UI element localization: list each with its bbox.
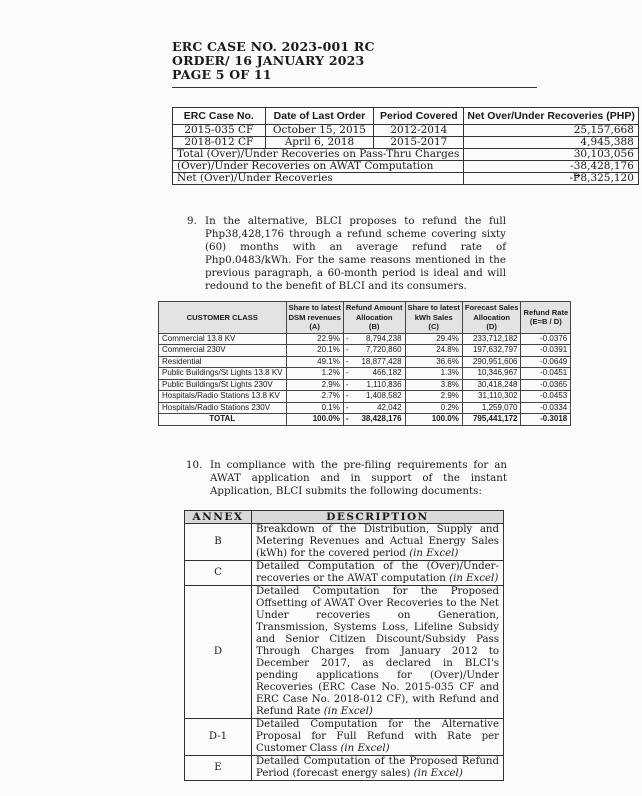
total-value: 30,103,056 xyxy=(464,149,638,161)
annex-description xyxy=(252,719,504,756)
paragraph-9 xyxy=(187,215,506,293)
hdr-line: (E=B / D) xyxy=(529,317,562,327)
total-row xyxy=(173,149,639,161)
hdr-line: DSM revenues xyxy=(288,312,341,322)
annex-id: D-1 xyxy=(185,719,252,756)
cell-class: Commercial 230V xyxy=(159,345,287,357)
col-erc-case: ERC Case No. xyxy=(173,108,266,125)
desc-note: (in Excel) xyxy=(323,706,373,717)
cell-a: 20.1% xyxy=(286,345,343,357)
desc-note: (in Excel) xyxy=(413,768,463,779)
annex-description xyxy=(252,524,504,561)
cell-a: 100.0% xyxy=(286,414,343,426)
hdr-line: Share to latest xyxy=(288,303,341,312)
cell-e: -0.0453 xyxy=(521,391,571,403)
cell-dash: - xyxy=(343,368,354,380)
annex-description xyxy=(252,586,504,719)
page-number: PAGE 5 OF 11 xyxy=(172,67,272,82)
col-refund-rate xyxy=(521,302,571,334)
cell-c: 24.8% xyxy=(405,345,462,357)
cell-d: 1,259,070 xyxy=(462,402,521,414)
table-row xyxy=(159,356,571,368)
cell-d: 30,418,248 xyxy=(462,379,521,391)
cell-c: 29.4% xyxy=(405,333,462,345)
table-row xyxy=(185,756,504,781)
table-row xyxy=(159,391,571,403)
col-period-covered: Period Covered xyxy=(374,108,464,125)
cell-b: 1,408,582 xyxy=(354,391,405,403)
cell-a: 49.1% xyxy=(286,356,343,368)
cell-b: 18,877,428 xyxy=(354,356,405,368)
cell: 2012-2014 xyxy=(374,125,464,137)
net-value: -₱8,325,120 xyxy=(464,173,638,185)
annex-id: C xyxy=(185,561,252,586)
col-share-dsm xyxy=(286,302,343,334)
table-header-row xyxy=(185,511,504,524)
table-row xyxy=(159,345,571,357)
desc-text: Detailed Computation of the Proposed Refund Period (forecast energy sales) xyxy=(256,756,499,779)
cell-b: 1,110,836 xyxy=(354,379,405,391)
col-annex: ANNEX xyxy=(185,511,252,524)
hdr-line: (B) xyxy=(368,322,380,331)
hdr-line: (C) xyxy=(428,322,439,331)
desc-text: Detailed Computation of the (Over)/Under-recoveries or the AWAT computation xyxy=(256,561,499,584)
table-row xyxy=(185,586,504,719)
hdr-line: Allocation xyxy=(473,312,511,322)
hdr-line: Refund Amount xyxy=(345,303,403,312)
cell-e: -0.3018 xyxy=(521,414,571,426)
total-label: Total (Over)/Under Recoveries on Pass-Thru Charges xyxy=(173,149,464,161)
hdr-line: (D) xyxy=(486,322,497,331)
cell-b: 7,720,860 xyxy=(354,345,405,357)
cell-dash: - xyxy=(343,391,354,403)
net-row xyxy=(173,173,639,185)
cell: 2018-012 CF xyxy=(173,137,266,149)
cell-c: 100.0% xyxy=(405,414,462,426)
table-row xyxy=(173,125,639,137)
cell-dash: - xyxy=(343,379,354,391)
case-number: ERC CASE NO. 2023-001 RC xyxy=(172,39,375,54)
table-row xyxy=(173,137,639,149)
cell-e: -0.0391 xyxy=(521,345,571,357)
cell-a: 2.7% xyxy=(286,391,343,403)
cell-b: 8,794,238 xyxy=(354,333,405,345)
desc-note: (in Excel) xyxy=(449,573,499,584)
paragraph-number: 9. xyxy=(187,215,197,227)
table-row xyxy=(159,333,571,345)
table-header-row xyxy=(173,108,639,125)
cell-dash: - xyxy=(343,402,354,414)
desc-note: (in Excel) xyxy=(409,548,459,559)
cell-dash: - xyxy=(343,356,354,368)
order-date: ORDER/ 16 JANUARY 2023 xyxy=(172,53,365,68)
table-header-row xyxy=(159,302,571,334)
hdr-line: kWh Sales xyxy=(414,312,453,322)
cell-c: 3.8% xyxy=(405,379,462,391)
cell-dash: - xyxy=(343,345,354,357)
table-row xyxy=(185,561,504,586)
cell-a: 2.9% xyxy=(286,379,343,391)
cell-c: 1.3% xyxy=(405,368,462,380)
cell-class: Hospitals/Radio Stations 230V xyxy=(159,402,287,414)
cell-a: 0.1% xyxy=(286,402,343,414)
hdr-line: Allocation xyxy=(355,312,393,322)
cell-e: -0.0451 xyxy=(521,368,571,380)
cell-class: Hospitals/Radio Stations 13.8 KV xyxy=(159,391,287,403)
cell-e: -0.0365 xyxy=(521,379,571,391)
hdr-line: Share to latest xyxy=(407,303,460,312)
cell: April 6, 2018 xyxy=(265,137,374,149)
table-row xyxy=(185,524,504,561)
cell-e: -0.0334 xyxy=(521,402,571,414)
annex-description xyxy=(252,561,504,586)
cell-d: 31,110,302 xyxy=(462,391,521,403)
cell-d: 197,632,797 xyxy=(462,345,521,357)
cell-dash: - xyxy=(343,414,354,426)
cell-a: 22.9% xyxy=(286,333,343,345)
cell-class: Public Buildings/St Lights 230V xyxy=(159,379,287,391)
page-header xyxy=(172,40,375,82)
cell-a: 1.2% xyxy=(286,368,343,380)
paragraph-text: In the alternative, BLCI proposes to refund the full Php38,428,176 through a refund scheme covering sixty (60) months with an average refund rate of Php0.0483/kWh. For the same reasons mentioned in the previous paragraph, a 60-month period is ideal and will redound to the benefit of BLCI and its consumers. xyxy=(205,215,506,292)
col-forecast-sales xyxy=(462,302,521,334)
cell-b: 38,428,176 xyxy=(354,414,405,426)
cell-c: 2.9% xyxy=(405,391,462,403)
paragraph-10 xyxy=(186,459,507,498)
table-row xyxy=(159,368,571,380)
cell: 2015-035 CF xyxy=(173,125,266,137)
net-label: Net (Over)/Under Recoveries xyxy=(173,173,464,185)
header-rule xyxy=(172,87,537,88)
desc-note: (in Excel) xyxy=(340,743,390,754)
refund-rate-table xyxy=(158,301,571,426)
annex-id: E xyxy=(185,756,252,781)
col-date-last-order: Date of Last Order xyxy=(265,108,374,125)
col-refund-allocation xyxy=(343,302,405,334)
cell-dash: - xyxy=(343,333,354,345)
cell-d: 10,346,967 xyxy=(462,368,521,380)
col-share-kwh xyxy=(405,302,462,334)
cell: October 15, 2015 xyxy=(265,125,374,137)
annex-table xyxy=(184,510,504,781)
cell-b: 466,182 xyxy=(354,368,405,380)
cell-d: 290,951,606 xyxy=(462,356,521,368)
awat-row xyxy=(173,161,639,173)
cell-e: -0.0649 xyxy=(521,356,571,368)
total-row xyxy=(159,414,571,426)
cell-c: 36.6% xyxy=(405,356,462,368)
cell-d: 233,712,182 xyxy=(462,333,521,345)
col-net-recoveries: Net Over/Under Recoveries (PHP) xyxy=(464,108,638,125)
cell-class: TOTAL xyxy=(159,414,287,426)
cell: 25,157,668 xyxy=(464,125,638,137)
hdr-line: Refund Rate xyxy=(523,307,569,317)
cell: 2015-2017 xyxy=(374,137,464,149)
recoveries-table xyxy=(172,107,639,185)
table-row xyxy=(159,402,571,414)
col-description: DESCRIPTION xyxy=(252,511,504,524)
awat-label: (Over)/Under Recoveries on AWAT Computation xyxy=(173,161,464,173)
cell-class: Residential xyxy=(159,356,287,368)
cell-class: Commercial 13.8 KV xyxy=(159,333,287,345)
paragraph-number: 10. xyxy=(186,459,203,471)
annex-description xyxy=(252,756,504,781)
annex-id: B xyxy=(185,524,252,561)
cell-class: Public Buildings/St Lights 13.8 KV xyxy=(159,368,287,380)
cell-c: 0.2% xyxy=(405,402,462,414)
annex-id: D xyxy=(185,586,252,719)
cell-d: 795,441,172 xyxy=(462,414,521,426)
cell-b: 42,042 xyxy=(354,402,405,414)
desc-text: Breakdown of the Distribution, Supply and Metering Revenues and Actual Energy Sales (kWh) for the covered period xyxy=(256,524,499,559)
table-row xyxy=(185,719,504,756)
hdr-line: (A) xyxy=(309,322,320,331)
cell: 4,945,388 xyxy=(464,137,638,149)
cell-e: -0.0376 xyxy=(521,333,571,345)
table-row xyxy=(159,379,571,391)
awat-value: -38,428,176 xyxy=(464,161,638,173)
paragraph-text: In compliance with the pre-filing requirements for an AWAT application and in support of the instant Application, BLCI submits the following documents: xyxy=(210,459,507,497)
desc-text: Detailed Computation for the Alternative Proposal for Full Refund with Rate per Customer Class xyxy=(256,719,499,754)
col-customer-class: CUSTOMER CLASS xyxy=(159,302,287,334)
desc-text: Detailed Computation for the Proposed Offsetting of AWAT Over Recoveries to the Net Under recoveries on Generation, Transmission, Systems Loss, Lifeline Subsidy and Senior Citizen Discount/Subsidy Pass Through Charges from January 2012 to December 2017, as declared in BLCI's pending applications for (Over)/Under Recoveries (ERC Case No. 2015-035 CF and ERC Case No. 2018-012 CF), with Refund and Refund Rate xyxy=(256,586,499,717)
hdr-line: Forecast Sales xyxy=(464,303,519,312)
